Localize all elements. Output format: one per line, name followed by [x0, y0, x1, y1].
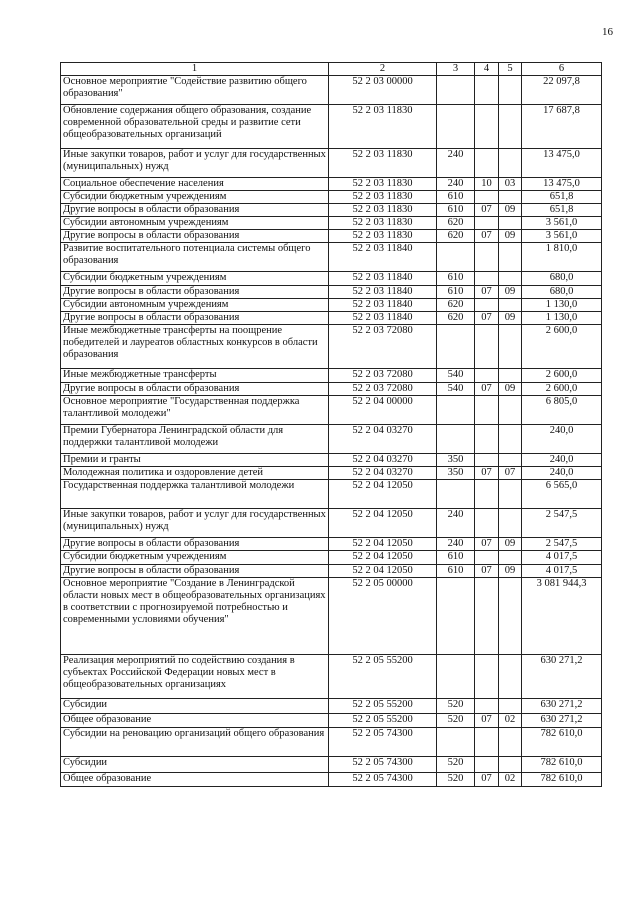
cell-name: Молодежная политика и оздоровление детей: [61, 467, 329, 480]
cell-subsection: [499, 509, 522, 538]
cell-amount: 13 475,0: [522, 178, 602, 191]
cell-subsection: [499, 655, 522, 699]
cell-group: [437, 578, 475, 655]
cell-section: 07: [475, 467, 499, 480]
cell-section: [475, 396, 499, 425]
cell-name: Другие вопросы в области образования: [61, 286, 329, 299]
table-row: [61, 467, 602, 480]
cell-group: 520: [437, 714, 475, 728]
cell-code: 52 2 05 74300: [329, 757, 437, 773]
cell-subsection: 02: [499, 714, 522, 728]
cell-amount: 2 547,5: [522, 509, 602, 538]
cell-subsection: [499, 728, 522, 757]
cell-name: Основное мероприятие "Государственная поддержка талантливой молодежи": [61, 396, 329, 425]
cell-section: [475, 699, 499, 714]
cell-section: 07: [475, 565, 499, 578]
cell-amount: 782 610,0: [522, 773, 602, 787]
cell-subsection: [499, 396, 522, 425]
cell-subsection: [499, 551, 522, 565]
cell-name: Иные межбюджетные трансферты: [61, 369, 329, 383]
cell-section: 07: [475, 286, 499, 299]
cell-name: Общее образование: [61, 773, 329, 787]
table-row: [61, 217, 602, 230]
cell-subsection: 03: [499, 178, 522, 191]
cell-group: 240: [437, 538, 475, 551]
cell-code: 52 2 05 00000: [329, 578, 437, 655]
cell-amount: 240,0: [522, 425, 602, 454]
cell-code: 52 2 03 11840: [329, 299, 437, 312]
cell-section: [475, 243, 499, 272]
header-cell-code: 2: [329, 63, 437, 76]
cell-group: 240: [437, 509, 475, 538]
cell-section: 07: [475, 383, 499, 396]
cell-code: 52 2 05 55200: [329, 714, 437, 728]
cell-group: 610: [437, 272, 475, 286]
cell-group: [437, 728, 475, 757]
cell-group: 520: [437, 699, 475, 714]
cell-amount: 6 565,0: [522, 480, 602, 509]
cell-amount: 13 475,0: [522, 149, 602, 178]
table-row: [61, 204, 602, 217]
cell-group: 610: [437, 204, 475, 217]
cell-section: [475, 299, 499, 312]
cell-section: [475, 369, 499, 383]
cell-section: [475, 425, 499, 454]
cell-amount: 3 081 944,3: [522, 578, 602, 655]
cell-amount: 6 805,0: [522, 396, 602, 425]
cell-amount: 2 547,5: [522, 538, 602, 551]
table-row: [61, 757, 602, 773]
table-row: [61, 299, 602, 312]
cell-amount: 1 130,0: [522, 299, 602, 312]
cell-group: 240: [437, 178, 475, 191]
budget-table: [60, 62, 602, 787]
cell-code: 52 2 03 11830: [329, 149, 437, 178]
cell-subsection: [499, 757, 522, 773]
cell-section: [475, 325, 499, 369]
cell-name: Социальное обеспечение населения: [61, 178, 329, 191]
cell-amount: 782 610,0: [522, 757, 602, 773]
cell-code: 52 2 03 11830: [329, 191, 437, 204]
cell-name: Субсидии автономным учреждениям: [61, 299, 329, 312]
cell-name: Субсидии автономным учреждениям: [61, 217, 329, 230]
cell-subsection: [499, 149, 522, 178]
cell-code: 52 2 04 12050: [329, 551, 437, 565]
cell-subsection: 09: [499, 286, 522, 299]
table-row: [61, 369, 602, 383]
cell-group: 520: [437, 757, 475, 773]
cell-amount: 4 017,5: [522, 565, 602, 578]
header-cell-subsection: 5: [499, 63, 522, 76]
cell-name: Субсидии бюджетным учреждениям: [61, 272, 329, 286]
table-row: [61, 383, 602, 396]
cell-subsection: 09: [499, 312, 522, 325]
table-row: [61, 286, 602, 299]
cell-name: Субсидии: [61, 757, 329, 773]
cell-section: [475, 149, 499, 178]
cell-code: 52 2 05 55200: [329, 699, 437, 714]
cell-code: 52 2 05 55200: [329, 655, 437, 699]
cell-code: 52 2 03 11830: [329, 217, 437, 230]
cell-amount: 630 271,2: [522, 699, 602, 714]
cell-group: 520: [437, 773, 475, 787]
cell-amount: 680,0: [522, 272, 602, 286]
cell-name: Премии Губернатора Ленинградской области для поддержки талантливой молодежи: [61, 425, 329, 454]
cell-subsection: 07: [499, 467, 522, 480]
cell-code: 52 2 04 03270: [329, 467, 437, 480]
cell-section: [475, 578, 499, 655]
table-row: [61, 655, 602, 699]
header-cell-group: 3: [437, 63, 475, 76]
cell-section: 07: [475, 538, 499, 551]
cell-amount: 630 271,2: [522, 655, 602, 699]
table-row: [61, 714, 602, 728]
cell-name: Другие вопросы в области образования: [61, 383, 329, 396]
cell-section: [475, 217, 499, 230]
table-row: [61, 396, 602, 425]
cell-subsection: [499, 299, 522, 312]
cell-name: Субсидии бюджетным учреждениям: [61, 551, 329, 565]
cell-name: Основное мероприятие "Содействие развитию общего образования": [61, 76, 329, 105]
cell-code: 52 2 03 11830: [329, 230, 437, 243]
cell-section: [475, 509, 499, 538]
cell-section: [475, 728, 499, 757]
cell-amount: 1 130,0: [522, 312, 602, 325]
cell-subsection: [499, 105, 522, 149]
cell-group: 350: [437, 467, 475, 480]
cell-group: 610: [437, 551, 475, 565]
header-cell-section: 4: [475, 63, 499, 76]
cell-code: 52 2 04 03270: [329, 454, 437, 467]
cell-subsection: [499, 369, 522, 383]
header-cell-amount: 6: [522, 63, 602, 76]
cell-subsection: [499, 480, 522, 509]
cell-section: [475, 480, 499, 509]
cell-amount: 3 561,0: [522, 217, 602, 230]
cell-subsection: [499, 325, 522, 369]
cell-code: 52 2 03 72080: [329, 369, 437, 383]
cell-group: 610: [437, 565, 475, 578]
cell-subsection: [499, 191, 522, 204]
cell-amount: 782 610,0: [522, 728, 602, 757]
cell-amount: 17 687,8: [522, 105, 602, 149]
cell-code: 52 2 03 11840: [329, 286, 437, 299]
cell-name: Премии и гранты: [61, 454, 329, 467]
table-row: [61, 538, 602, 551]
cell-name: Общее образование: [61, 714, 329, 728]
cell-code: 52 2 04 03270: [329, 425, 437, 454]
cell-group: [437, 425, 475, 454]
cell-group: [437, 76, 475, 105]
cell-name: Основное мероприятие "Создание в Ленинградской области новых мест в общеобразовательных организациях в соответствии с прогнозируемой потребностью и современными условиями обучения": [61, 578, 329, 655]
cell-name: Иные закупки товаров, работ и услуг для государственных (муниципальных) нужд: [61, 509, 329, 538]
cell-amount: 630 271,2: [522, 714, 602, 728]
cell-section: [475, 551, 499, 565]
cell-section: [475, 191, 499, 204]
table-row: [61, 243, 602, 272]
cell-subsection: [499, 243, 522, 272]
cell-amount: 1 810,0: [522, 243, 602, 272]
cell-name: Развитие воспитательного потенциала системы общего образования: [61, 243, 329, 272]
cell-subsection: [499, 454, 522, 467]
table-row: [61, 230, 602, 243]
table-row: [61, 578, 602, 655]
cell-subsection: 09: [499, 538, 522, 551]
cell-group: 620: [437, 217, 475, 230]
cell-subsection: 09: [499, 230, 522, 243]
table-row: [61, 454, 602, 467]
cell-section: 07: [475, 312, 499, 325]
table-row: [61, 191, 602, 204]
cell-group: 610: [437, 286, 475, 299]
cell-group: 620: [437, 312, 475, 325]
cell-code: 52 2 05 74300: [329, 773, 437, 787]
cell-code: 52 2 03 11830: [329, 178, 437, 191]
cell-group: [437, 396, 475, 425]
cell-code: 52 2 04 12050: [329, 538, 437, 551]
cell-name: Другие вопросы в области образования: [61, 204, 329, 217]
cell-group: 620: [437, 299, 475, 312]
cell-section: 07: [475, 714, 499, 728]
cell-code: 52 2 03 11840: [329, 243, 437, 272]
table-row: [61, 312, 602, 325]
cell-code: 52 2 03 11840: [329, 312, 437, 325]
table-row: [61, 178, 602, 191]
cell-subsection: 09: [499, 204, 522, 217]
cell-group: [437, 325, 475, 369]
cell-group: 540: [437, 383, 475, 396]
cell-subsection: 09: [499, 383, 522, 396]
cell-amount: 240,0: [522, 467, 602, 480]
cell-name: Другие вопросы в области образования: [61, 565, 329, 578]
table-row: [61, 565, 602, 578]
cell-amount: 240,0: [522, 454, 602, 467]
table-row: [61, 699, 602, 714]
cell-group: 350: [437, 454, 475, 467]
cell-code: 52 2 04 12050: [329, 565, 437, 578]
cell-amount: 3 561,0: [522, 230, 602, 243]
cell-subsection: [499, 578, 522, 655]
table-row: [61, 325, 602, 369]
cell-name: Обновление содержания общего образования, создание современной образовательной среды и развитие сети общеобразовательных организаций: [61, 105, 329, 149]
table-row: [61, 76, 602, 105]
cell-subsection: [499, 217, 522, 230]
cell-code: 52 2 03 11830: [329, 204, 437, 217]
cell-group: [437, 480, 475, 509]
cell-code: 52 2 04 12050: [329, 509, 437, 538]
cell-code: 52 2 03 11840: [329, 272, 437, 286]
cell-name: Субсидии бюджетным учреждениям: [61, 191, 329, 204]
cell-code: 52 2 03 72080: [329, 325, 437, 369]
table-row: [61, 773, 602, 787]
cell-name: Другие вопросы в области образования: [61, 312, 329, 325]
cell-name: Государственная поддержка талантливой молодежи: [61, 480, 329, 509]
cell-code: 52 2 03 72080: [329, 383, 437, 396]
page-number: 16: [602, 26, 613, 38]
table-row: [61, 551, 602, 565]
header-cell-name: 1: [61, 63, 329, 76]
table-row: [61, 425, 602, 454]
cell-name: Иные межбюджетные трансферты на поощрение победителей и лауреатов областных конкурсов в области образования: [61, 325, 329, 369]
header-row: [61, 63, 602, 76]
cell-section: [475, 757, 499, 773]
cell-group: 620: [437, 230, 475, 243]
cell-subsection: [499, 699, 522, 714]
cell-subsection: 09: [499, 565, 522, 578]
cell-name: Другие вопросы в области образования: [61, 230, 329, 243]
table-row: [61, 480, 602, 509]
cell-amount: 651,8: [522, 191, 602, 204]
cell-subsection: 02: [499, 773, 522, 787]
cell-amount: 2 600,0: [522, 383, 602, 396]
table-row: [61, 105, 602, 149]
cell-name: Субсидии: [61, 699, 329, 714]
cell-amount: 4 017,5: [522, 551, 602, 565]
cell-group: [437, 243, 475, 272]
cell-code: 52 2 04 12050: [329, 480, 437, 509]
table-row: [61, 272, 602, 286]
cell-section: [475, 105, 499, 149]
cell-amount: 22 097,8: [522, 76, 602, 105]
cell-section: [475, 76, 499, 105]
cell-group: [437, 655, 475, 699]
table-body: [61, 76, 602, 787]
cell-name: Субсидии на реновацию организаций общего образования: [61, 728, 329, 757]
cell-name: Иные закупки товаров, работ и услуг для государственных (муниципальных) нужд: [61, 149, 329, 178]
cell-section: 07: [475, 773, 499, 787]
cell-group: 240: [437, 149, 475, 178]
cell-section: [475, 272, 499, 286]
cell-name: Реализация мероприятий по содействию создания в субъектах Российской Федерации новых мест в общеобразовательных организациях: [61, 655, 329, 699]
cell-code: 52 2 04 00000: [329, 396, 437, 425]
cell-amount: 2 600,0: [522, 325, 602, 369]
cell-code: 52 2 05 74300: [329, 728, 437, 757]
cell-amount: 680,0: [522, 286, 602, 299]
cell-subsection: [499, 425, 522, 454]
table-row: [61, 149, 602, 178]
cell-section: 10: [475, 178, 499, 191]
cell-subsection: [499, 76, 522, 105]
cell-section: [475, 454, 499, 467]
cell-subsection: [499, 272, 522, 286]
cell-name: Другие вопросы в области образования: [61, 538, 329, 551]
table-row: [61, 509, 602, 538]
cell-group: [437, 105, 475, 149]
cell-code: 52 2 03 00000: [329, 76, 437, 105]
cell-group: 610: [437, 191, 475, 204]
cell-group: 540: [437, 369, 475, 383]
cell-code: 52 2 03 11830: [329, 105, 437, 149]
cell-amount: 651,8: [522, 204, 602, 217]
cell-section: 07: [475, 204, 499, 217]
cell-amount: 2 600,0: [522, 369, 602, 383]
table-row: [61, 728, 602, 757]
cell-section: 07: [475, 230, 499, 243]
cell-section: [475, 655, 499, 699]
